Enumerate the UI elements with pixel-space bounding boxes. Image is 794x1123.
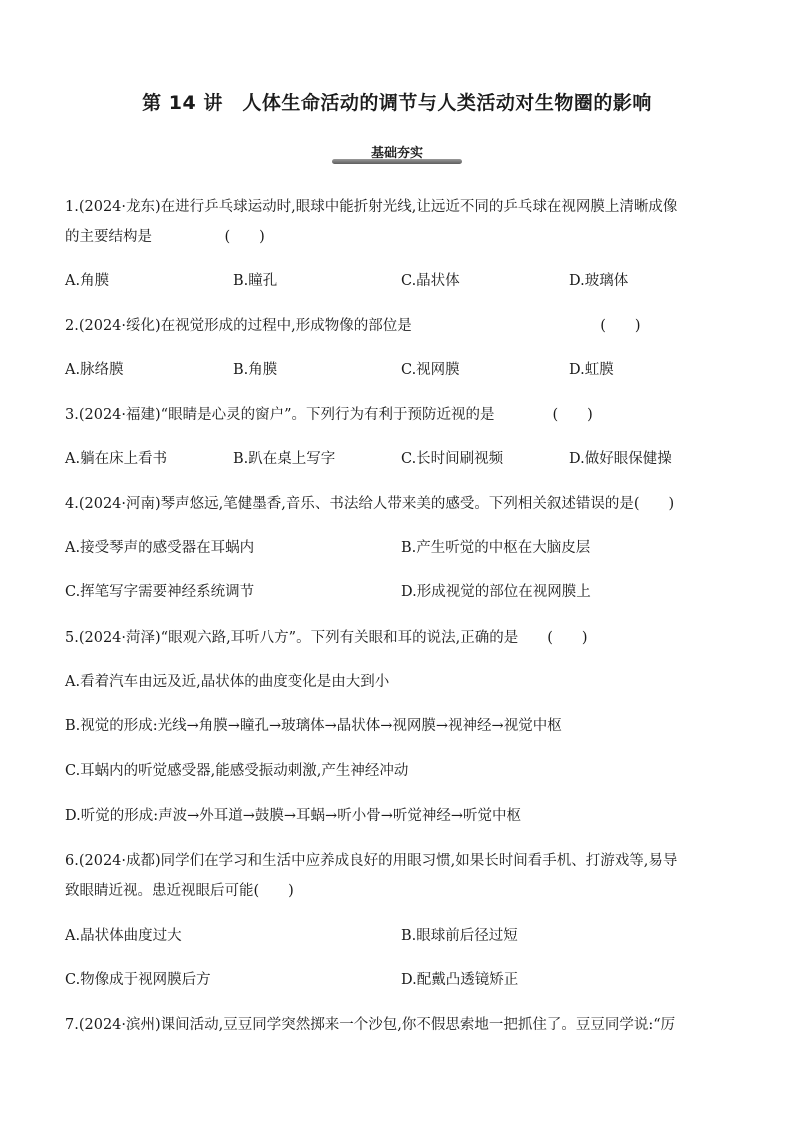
question-3-option-d: D.做好眼保健操 xyxy=(569,451,672,467)
question-5-stem: 5.(2024·菏泽)“眼观六路,耳听八方”。下列有关眼和耳的说法,正确的是 ( ) xyxy=(65,630,588,646)
question-2-option-b: B.角膜 xyxy=(233,362,278,378)
question-1-option-c: C.晶状体 xyxy=(401,273,460,289)
question-5-option-b: B.视觉的形成:光线→角膜→瞳孔→玻璃体→晶状体→视网膜→视神经→视觉中枢 xyxy=(65,718,562,734)
question-1-option-b: B.瞳孔 xyxy=(233,273,278,289)
question-1-option-a: A.角膜 xyxy=(65,273,110,289)
question-6-option-a: A.晶状体曲度过大 xyxy=(65,928,182,944)
question-2-option-a: A.脉络膜 xyxy=(65,362,124,378)
question-6-option-d: D.配戴凸透镜矫正 xyxy=(401,972,519,988)
question-4-option-a: A.接受琴声的感受器在耳蜗内 xyxy=(65,540,255,556)
question-6-option-b: B.眼球前后径过短 xyxy=(401,928,518,944)
question-5-option-d: D.听觉的形成:声波→外耳道→鼓膜→耳蜗→听小骨→听觉神经→听觉中枢 xyxy=(65,808,521,824)
question-5-option-c: C.耳蜗内的听觉感受器,能感受振动刺激,产生神经冲动 xyxy=(65,763,409,779)
question-3-stem: 3.(2024·福建)“眼睛是心灵的窗户”。下列行为有利于预防近视的是 ( ) xyxy=(65,407,593,423)
question-2-option-d: D.虹膜 xyxy=(569,362,614,378)
question-4-stem: 4.(2024·河南)琴声悠远,笔健墨香,音乐、书法给人带来美的感受。下列相关叙述错误的是( ) xyxy=(65,496,675,512)
question-4-option-c: C.挥笔写字需要神经系统调节 xyxy=(65,584,255,600)
question-3-option-c: C.长时间刷视频 xyxy=(401,451,504,467)
question-3-option-b: B.趴在桌上写字 xyxy=(233,451,336,467)
question-6-stem-line1: 6.(2024·成都)同学们在学习和生活中应养成良好的用眼习惯,如果长时间看手机、打游戏等,易导 xyxy=(65,853,678,869)
question-5-option-a: A.看着汽车由远及近,晶状体的曲度变化是由大到小 xyxy=(65,674,390,690)
question-7-stem: 7.(2024·滨州)课间活动,豆豆同学突然掷来一个沙包,你不假思索地一把抓住了。豆豆同学说:“厉 xyxy=(65,1017,676,1033)
question-6-option-c: C.物像成于视网膜后方 xyxy=(65,972,211,988)
section-banner-label: 基础夯实 xyxy=(370,146,423,161)
question-6-stem-line2: 致眼睛近视。患近视眼后可能( ) xyxy=(65,883,294,899)
question-1-stem-line1: 1.(2024·龙东)在进行乒乓球运动时,眼球中能折射光线,让远近不同的乒乓球在视网膜上清晰成像 xyxy=(65,199,678,215)
lesson-title: 第 14 讲 人体生命活动的调节与人类活动对生物圈的影响 xyxy=(142,92,652,114)
question-1-stem-line2: 的主要结构是 ( ) xyxy=(65,229,265,245)
question-3-option-a: A.躺在床上看书 xyxy=(65,451,168,467)
question-4-option-d: D.形成视觉的部位在视网膜上 xyxy=(401,584,591,600)
question-1-option-d: D.玻璃体 xyxy=(569,273,629,289)
question-2-option-c: C.视网膜 xyxy=(401,362,460,378)
section-banner xyxy=(332,146,462,164)
question-2-stem: 2.(2024·绥化)在视觉形成的过程中,形成物像的部位是 ( ) xyxy=(65,318,641,334)
question-4-option-b: B.产生听觉的中枢在大脑皮层 xyxy=(401,540,591,556)
